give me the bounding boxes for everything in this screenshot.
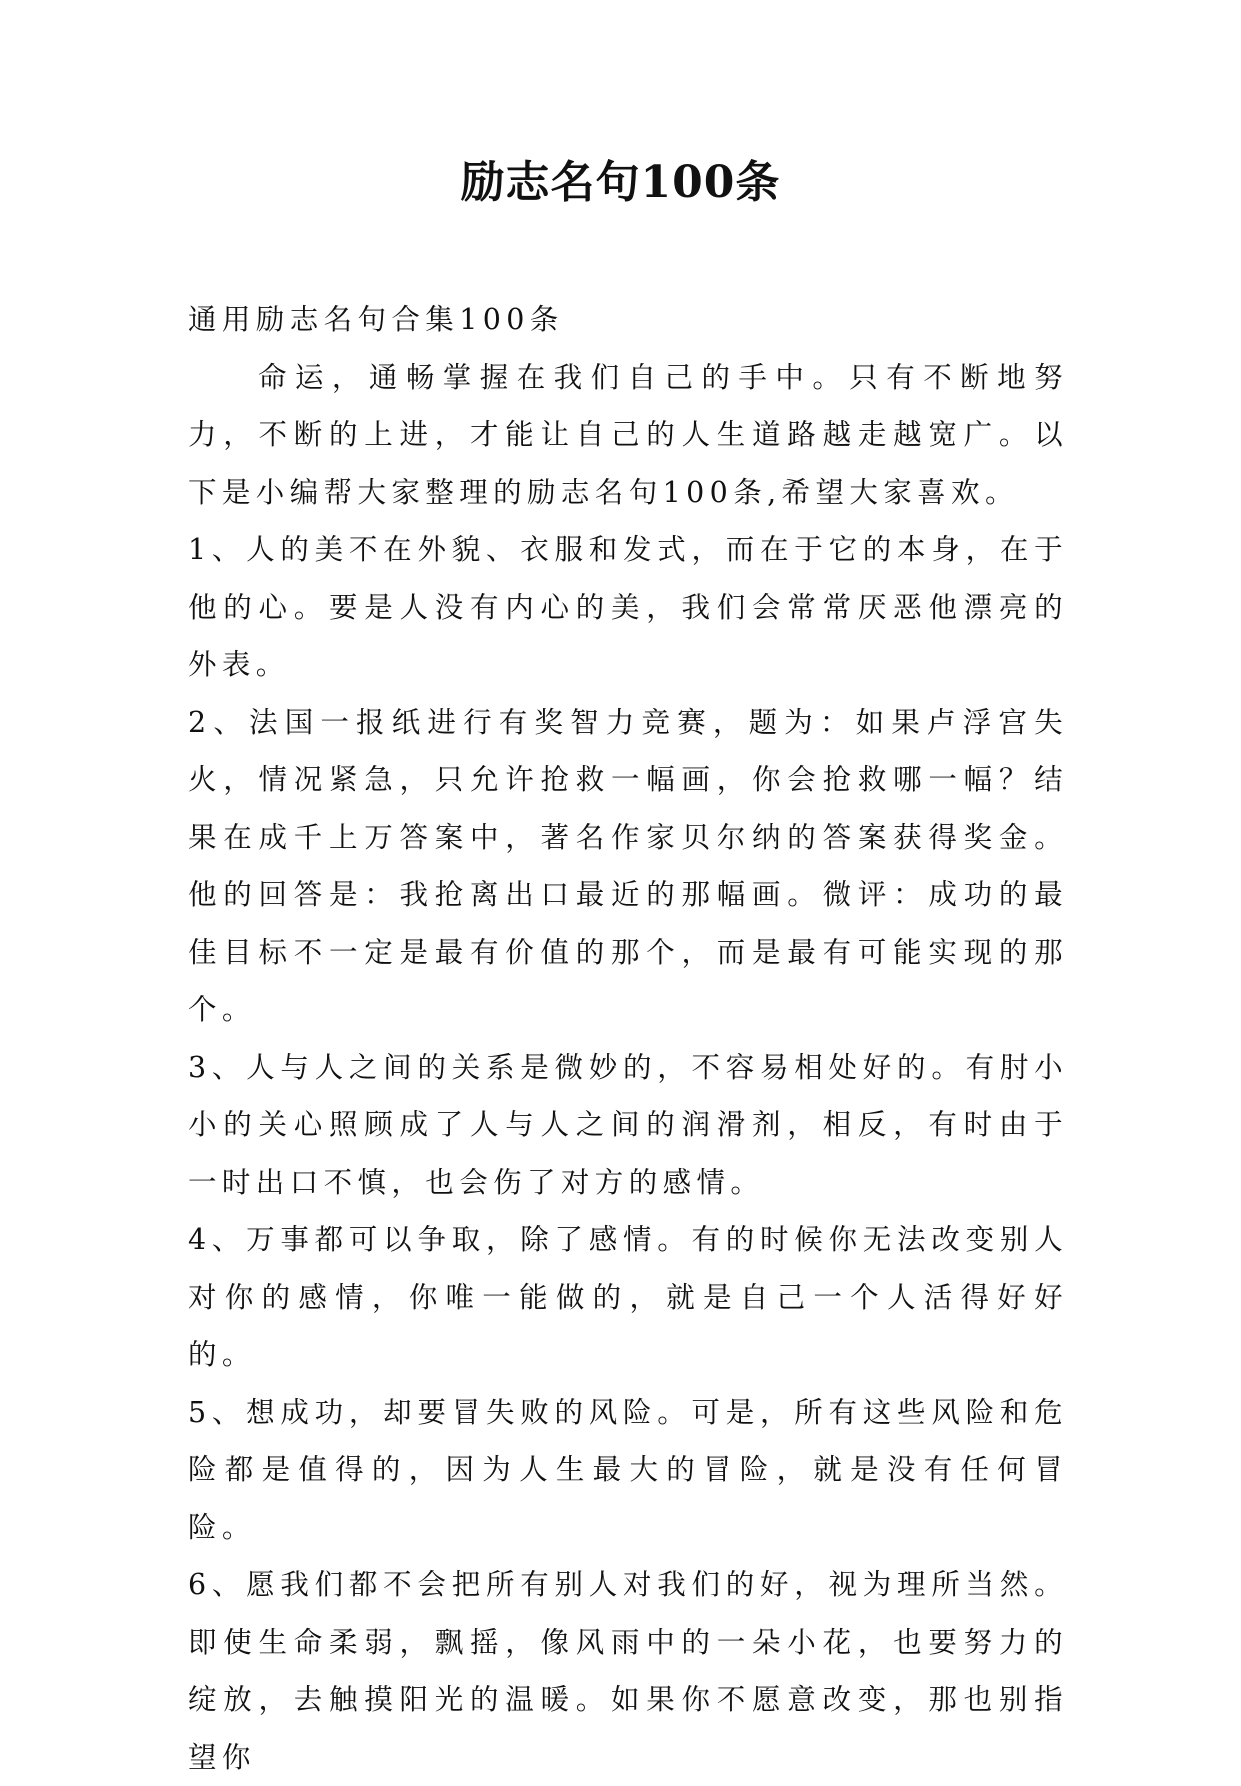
quote-item-5: 5、想成功，却要冒失败的风险。可是，所有这些风险和危险都是值得的，因为人生最大的冒险，就是没有任何冒险。 — [188, 1395, 1068, 1544]
quote-item-1: 1、人的美不在外貌、衣服和发式，而在于它的本身，在于他的心。要是人没有内心的美，我们会常常厌恶他漂亮的外表。 — [188, 533, 1068, 681]
document-body — [188, 291, 1068, 1786]
document-title: 励志名句100条 — [460, 157, 781, 208]
quote-item-4: 4、万事都可以争取，除了感情。有的时候你无法改变别人对你的感情，你唯一能做的，就是自己一个人活得好好的。 — [188, 1223, 1068, 1371]
quote-item-3: 3、人与人之间的关系是微妙的，不容易相处好的。有肘小小的关心照顾成了人与人之间的润滑剂，相反，有时由于一时出口不慎，也会伤了对方的感情。 — [188, 1050, 1068, 1199]
quote-item-6: 6、愿我们都不会把所有别人对我们的好，视为理所当然。即使生命柔弱，飘摇，像风雨中的一朵小花，也要努力的绽放，去触摸阳光的温暖。如果你不愿意改变，那也别指望你 — [188, 1568, 1068, 1774]
quote-item-2: 2、法国一报纸进行有奖智力竞赛，题为：如果卢浮宫失火，情况紧急，只允许抢救一幅画，你会抢救哪一幅？结果在成千上万答案中，著名作家贝尔纳的答案获得奖金。他的回答是：我抢离出口最近的那幅画。微评：成功的最佳目标不一定是最有价值的那个，而是最有可能实现的那个。 — [188, 705, 1068, 1026]
document-subtitle: 通用励志名句合集100条 — [188, 303, 564, 336]
intro-paragraph: 命运，通畅掌握在我们自己的手中。只有不断地努力，不断的上进，才能让自己的人生道路越走越宽广。以下是小编帮大家整理的励志名句100条,希望大家喜欢。 — [188, 360, 1068, 509]
